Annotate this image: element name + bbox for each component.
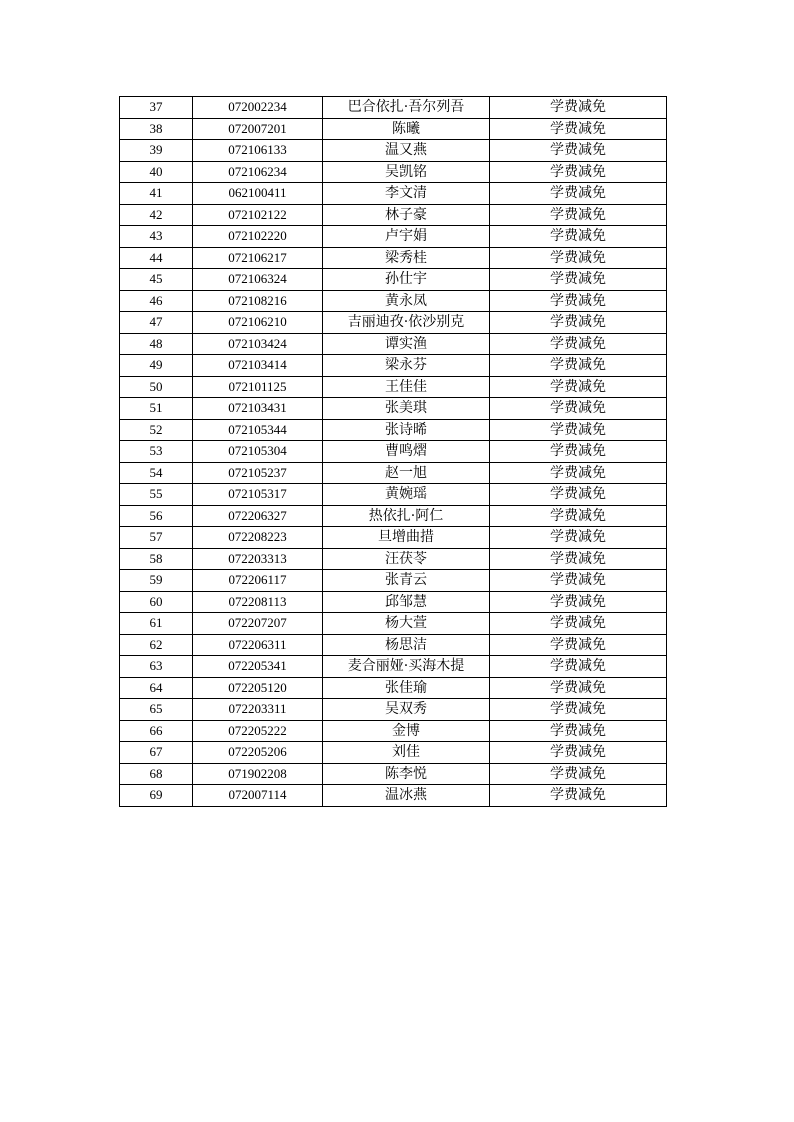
student-name-cell: 陈李悦 [323, 763, 490, 785]
student-id-cell: 072106324 [193, 269, 323, 291]
row-index-cell: 49 [120, 355, 193, 377]
student-name-cell: 张青云 [323, 570, 490, 592]
table-row [120, 462, 667, 484]
student-id-cell: 072108216 [193, 290, 323, 312]
aid-type-cell: 学费减免 [490, 269, 667, 291]
student-name-cell: 吴凯铭 [323, 161, 490, 183]
row-index-cell: 69 [120, 785, 193, 807]
table-row [120, 97, 667, 119]
student-name-cell: 吴双秀 [323, 699, 490, 721]
student-name-cell: 金博 [323, 720, 490, 742]
student-name-cell: 梁永芬 [323, 355, 490, 377]
table-row [120, 398, 667, 420]
student-name-cell: 汪茯苓 [323, 548, 490, 570]
aid-type-cell: 学费减免 [490, 419, 667, 441]
student-name-cell: 巴合依扎·吾尔列吾 [323, 97, 490, 119]
aid-type-cell: 学费减免 [490, 785, 667, 807]
student-id-cell: 072103431 [193, 398, 323, 420]
student-id-cell: 072007201 [193, 118, 323, 140]
student-id-cell: 072106133 [193, 140, 323, 162]
student-id-cell: 072206117 [193, 570, 323, 592]
aid-type-cell: 学费减免 [490, 720, 667, 742]
aid-type-cell: 学费减免 [490, 763, 667, 785]
student-id-cell: 072002234 [193, 97, 323, 119]
student-id-cell: 072205120 [193, 677, 323, 699]
student-name-cell: 王佳佳 [323, 376, 490, 398]
row-index-cell: 67 [120, 742, 193, 764]
aid-type-cell: 学费减免 [490, 290, 667, 312]
row-index-cell: 63 [120, 656, 193, 678]
student-name-cell: 张美琪 [323, 398, 490, 420]
table-row [120, 333, 667, 355]
row-index-cell: 42 [120, 204, 193, 226]
aid-type-cell: 学费减免 [490, 161, 667, 183]
student-name-cell: 吉丽迪孜·依沙别克 [323, 312, 490, 334]
aid-type-cell: 学费减免 [490, 677, 667, 699]
student-id-cell: 072205222 [193, 720, 323, 742]
aid-type-cell: 学费减免 [490, 204, 667, 226]
student-name-cell: 梁秀桂 [323, 247, 490, 269]
aid-type-cell: 学费减免 [490, 140, 667, 162]
aid-type-cell: 学费减免 [490, 548, 667, 570]
row-index-cell: 37 [120, 97, 193, 119]
table-row [120, 548, 667, 570]
student-id-cell: 072207207 [193, 613, 323, 635]
aid-type-cell: 学费减免 [490, 634, 667, 656]
table-row [120, 634, 667, 656]
aid-type-cell: 学费减免 [490, 742, 667, 764]
student-id-cell: 072206311 [193, 634, 323, 656]
student-name-cell: 杨思洁 [323, 634, 490, 656]
table-row [120, 204, 667, 226]
student-name-cell: 赵一旭 [323, 462, 490, 484]
student-id-cell: 072106210 [193, 312, 323, 334]
table-row [120, 677, 667, 699]
student-id-cell: 072208113 [193, 591, 323, 613]
row-index-cell: 40 [120, 161, 193, 183]
aid-type-cell: 学费减免 [490, 118, 667, 140]
aid-type-cell: 学费减免 [490, 505, 667, 527]
table-row [120, 355, 667, 377]
row-index-cell: 59 [120, 570, 193, 592]
row-index-cell: 46 [120, 290, 193, 312]
table-row [120, 290, 667, 312]
aid-type-cell: 学费减免 [490, 699, 667, 721]
table-row [120, 312, 667, 334]
student-name-cell: 温冰燕 [323, 785, 490, 807]
row-index-cell: 55 [120, 484, 193, 506]
table-row [120, 763, 667, 785]
row-index-cell: 50 [120, 376, 193, 398]
row-index-cell: 43 [120, 226, 193, 248]
row-index-cell: 62 [120, 634, 193, 656]
aid-type-cell: 学费减免 [490, 462, 667, 484]
student-id-cell: 072102122 [193, 204, 323, 226]
student-id-cell: 072103424 [193, 333, 323, 355]
row-index-cell: 38 [120, 118, 193, 140]
table-row [120, 505, 667, 527]
aid-type-cell: 学费减免 [490, 183, 667, 205]
row-index-cell: 57 [120, 527, 193, 549]
student-id-cell: 072101125 [193, 376, 323, 398]
student-id-cell: 072007114 [193, 785, 323, 807]
table-row [120, 140, 667, 162]
student-name-cell: 张诗晞 [323, 419, 490, 441]
row-index-cell: 47 [120, 312, 193, 334]
student-name-cell: 卢宇娟 [323, 226, 490, 248]
row-index-cell: 54 [120, 462, 193, 484]
student-name-cell: 黄婉瑶 [323, 484, 490, 506]
table-body [120, 97, 667, 807]
student-name-cell: 林子豪 [323, 204, 490, 226]
table-row [120, 269, 667, 291]
table-row [120, 118, 667, 140]
table-row [120, 226, 667, 248]
table-row [120, 161, 667, 183]
student-name-cell: 张佳瑜 [323, 677, 490, 699]
student-name-cell: 谭实渔 [323, 333, 490, 355]
table-row [120, 742, 667, 764]
row-index-cell: 52 [120, 419, 193, 441]
student-id-cell: 072208223 [193, 527, 323, 549]
aid-type-cell: 学费减免 [490, 656, 667, 678]
table-row [120, 247, 667, 269]
row-index-cell: 68 [120, 763, 193, 785]
table-row [120, 419, 667, 441]
student-id-cell: 072105304 [193, 441, 323, 463]
row-index-cell: 60 [120, 591, 193, 613]
row-index-cell: 56 [120, 505, 193, 527]
aid-type-cell: 学费减免 [490, 613, 667, 635]
aid-type-cell: 学费减免 [490, 570, 667, 592]
student-name-cell: 热依扎·阿仁 [323, 505, 490, 527]
row-index-cell: 41 [120, 183, 193, 205]
student-id-cell: 072102220 [193, 226, 323, 248]
student-id-cell: 072206327 [193, 505, 323, 527]
row-index-cell: 44 [120, 247, 193, 269]
student-id-cell: 072205341 [193, 656, 323, 678]
aid-type-cell: 学费减免 [490, 312, 667, 334]
student-id-cell: 071902208 [193, 763, 323, 785]
student-name-cell: 刘佳 [323, 742, 490, 764]
student-name-cell: 麦合丽娅·买海木提 [323, 656, 490, 678]
aid-type-cell: 学费减免 [490, 441, 667, 463]
student-name-cell: 孙仕宇 [323, 269, 490, 291]
table-row [120, 591, 667, 613]
row-index-cell: 51 [120, 398, 193, 420]
aid-type-cell: 学费减免 [490, 398, 667, 420]
student-id-cell: 072105344 [193, 419, 323, 441]
student-id-cell: 072205206 [193, 742, 323, 764]
aid-type-cell: 学费减免 [490, 226, 667, 248]
aid-type-cell: 学费减免 [490, 333, 667, 355]
row-index-cell: 58 [120, 548, 193, 570]
table-row [120, 785, 667, 807]
aid-type-cell: 学费减免 [490, 484, 667, 506]
student-id-cell: 072105237 [193, 462, 323, 484]
student-id-cell: 072106234 [193, 161, 323, 183]
student-aid-table [119, 96, 667, 807]
table-row [120, 656, 667, 678]
student-name-cell: 邱邹慧 [323, 591, 490, 613]
student-name-cell: 陈曦 [323, 118, 490, 140]
aid-type-cell: 学费减免 [490, 527, 667, 549]
row-index-cell: 64 [120, 677, 193, 699]
table-row [120, 613, 667, 635]
student-name-cell: 杨大萱 [323, 613, 490, 635]
student-id-cell: 072203313 [193, 548, 323, 570]
row-index-cell: 45 [120, 269, 193, 291]
student-name-cell: 黄永凤 [323, 290, 490, 312]
row-index-cell: 39 [120, 140, 193, 162]
table-row [120, 570, 667, 592]
row-index-cell: 65 [120, 699, 193, 721]
table-row [120, 376, 667, 398]
aid-type-cell: 学费减免 [490, 97, 667, 119]
table-row [120, 484, 667, 506]
row-index-cell: 66 [120, 720, 193, 742]
row-index-cell: 48 [120, 333, 193, 355]
student-id-cell: 072103414 [193, 355, 323, 377]
table-row [120, 699, 667, 721]
table-row [120, 441, 667, 463]
table-row [120, 527, 667, 549]
student-id-cell: 062100411 [193, 183, 323, 205]
aid-type-cell: 学费减免 [490, 355, 667, 377]
student-id-cell: 072106217 [193, 247, 323, 269]
student-name-cell: 旦增曲措 [323, 527, 490, 549]
row-index-cell: 53 [120, 441, 193, 463]
student-name-cell: 李文清 [323, 183, 490, 205]
student-name-cell: 温又燕 [323, 140, 490, 162]
aid-type-cell: 学费减免 [490, 591, 667, 613]
student-id-cell: 072105317 [193, 484, 323, 506]
table-row [120, 183, 667, 205]
row-index-cell: 61 [120, 613, 193, 635]
student-name-cell: 曹鸣熠 [323, 441, 490, 463]
table-row [120, 720, 667, 742]
student-id-cell: 072203311 [193, 699, 323, 721]
aid-type-cell: 学费减免 [490, 247, 667, 269]
aid-type-cell: 学费减免 [490, 376, 667, 398]
